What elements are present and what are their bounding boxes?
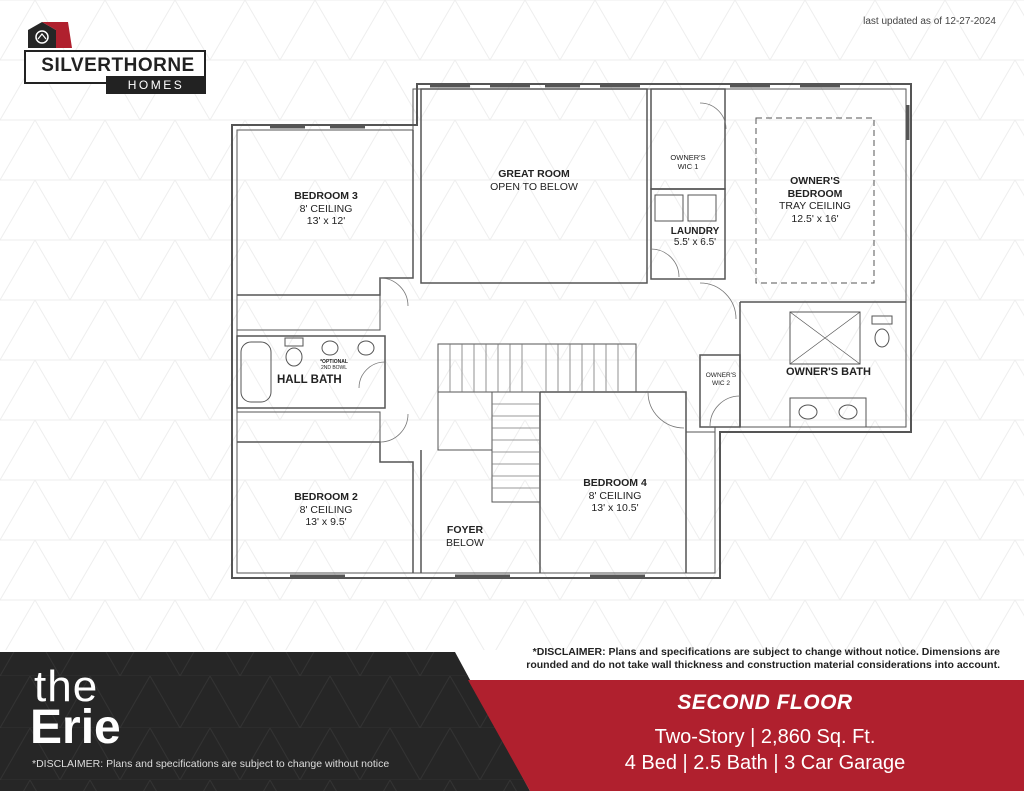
hall-bath-walls — [237, 336, 385, 408]
room-note: OPEN TO BELOW — [490, 180, 578, 193]
room-ceiling: 8' CEILING — [299, 503, 353, 516]
room-name: GREAT ROOM — [498, 168, 570, 180]
closet-b2 — [237, 412, 380, 442]
disclaimer-line1: *DISCLAIMER: Plans and specifications are subject to change without notice. Dimensions are — [532, 646, 1000, 658]
room-name: BEDROOM 2 — [294, 491, 358, 503]
room-foyer — [430, 524, 500, 549]
stair-treads — [450, 344, 618, 488]
owners-wic1-walls — [651, 89, 725, 189]
room-bedroom-4 — [555, 477, 675, 515]
room-name-line2: WIC 1 — [677, 162, 699, 171]
room-great-room — [464, 168, 604, 193]
room-name: BEDROOM 3 — [294, 190, 358, 202]
silverthorne-logo — [22, 20, 210, 98]
plan-name: Erie — [30, 701, 121, 754]
optional-2nd-bowl-note — [314, 359, 354, 371]
room-hall-bath: HALL BATH — [277, 374, 342, 386]
room-laundry — [650, 226, 740, 248]
room-dimensions: 13' x 9.5' — [305, 516, 347, 528]
floor-title: SECOND FLOOR — [677, 691, 853, 714]
toilet-hall — [286, 348, 302, 366]
note-line1: *OPTIONAL — [320, 359, 348, 365]
room-owners-bath: OWNER'S BATH — [786, 366, 871, 378]
logo-subtitle: HOMES — [106, 76, 206, 94]
spec-line-1: Two-Story | 2,860 Sq. Ft. — [654, 726, 876, 748]
owners-wic2-walls — [700, 355, 740, 427]
room-name: LAUNDRY — [670, 226, 720, 237]
room-name-line1: OWNER'S — [705, 372, 737, 379]
room-ceiling: 8' CEILING — [299, 202, 353, 215]
stair-rail — [438, 392, 492, 450]
house-logo-icon — [24, 20, 72, 50]
room-dimensions: 12.5' x 16' — [791, 212, 839, 225]
toilet-tank-hall — [285, 338, 303, 346]
disclaimer-line2: rounded and do not take wall thickness and construction material considerations into account. — [526, 659, 1000, 671]
sink-hall-2 — [358, 341, 374, 355]
tub — [241, 342, 271, 402]
toilet-tank-owner — [872, 316, 892, 324]
footer-disclaimer: *DISCLAIMER: Plans and specifications are subject to change without notice — [32, 758, 390, 770]
room-bedroom-2 — [266, 491, 386, 529]
last-updated-text: last updated as of 12-27-2024 — [863, 16, 996, 27]
room-name-line1: OWNER'S — [790, 175, 840, 187]
room-name: FOYER — [446, 524, 484, 536]
shower-x — [790, 312, 860, 364]
vanity — [790, 398, 866, 427]
closet-b3 — [237, 295, 380, 330]
sink2 — [839, 405, 857, 419]
room-name: BEDROOM 4 — [583, 477, 647, 489]
room-bedroom-3 — [266, 190, 386, 228]
spec-line-2: 4 Bed | 2.5 Bath | 3 Car Garage — [624, 752, 906, 774]
plan-name-prefix: the — [34, 662, 99, 711]
toilet-owner — [875, 329, 889, 347]
washer — [655, 195, 683, 221]
logo-wordmark: SILVERTHORNE — [41, 55, 195, 76]
room-dimensions: 13' x 12' — [306, 215, 346, 227]
room-dimensions: 5.5' x 6.5' — [673, 237, 717, 248]
room-note: BELOW — [446, 536, 484, 549]
room-dimensions: 13' x 10.5' — [591, 502, 639, 514]
room-name-line2: WIC 2 — [711, 380, 731, 387]
room-ceiling: TRAY CEILING — [779, 200, 851, 212]
sink1 — [799, 405, 817, 419]
room-name-line1: OWNER'S — [670, 153, 706, 162]
room-owners-wic-1 — [656, 153, 720, 171]
note-line2: 2ND BOWL — [320, 365, 348, 371]
room-owners-wic-2 — [700, 372, 742, 388]
room-name-line2: BEDROOM — [787, 187, 843, 200]
bedroom4-closet — [686, 432, 715, 573]
room-owners-bedroom — [760, 175, 870, 225]
room-ceiling: 8' CEILING — [588, 489, 642, 502]
stairs-lower — [492, 392, 540, 502]
sink-hall-1 — [322, 341, 338, 355]
dryer — [688, 195, 716, 221]
